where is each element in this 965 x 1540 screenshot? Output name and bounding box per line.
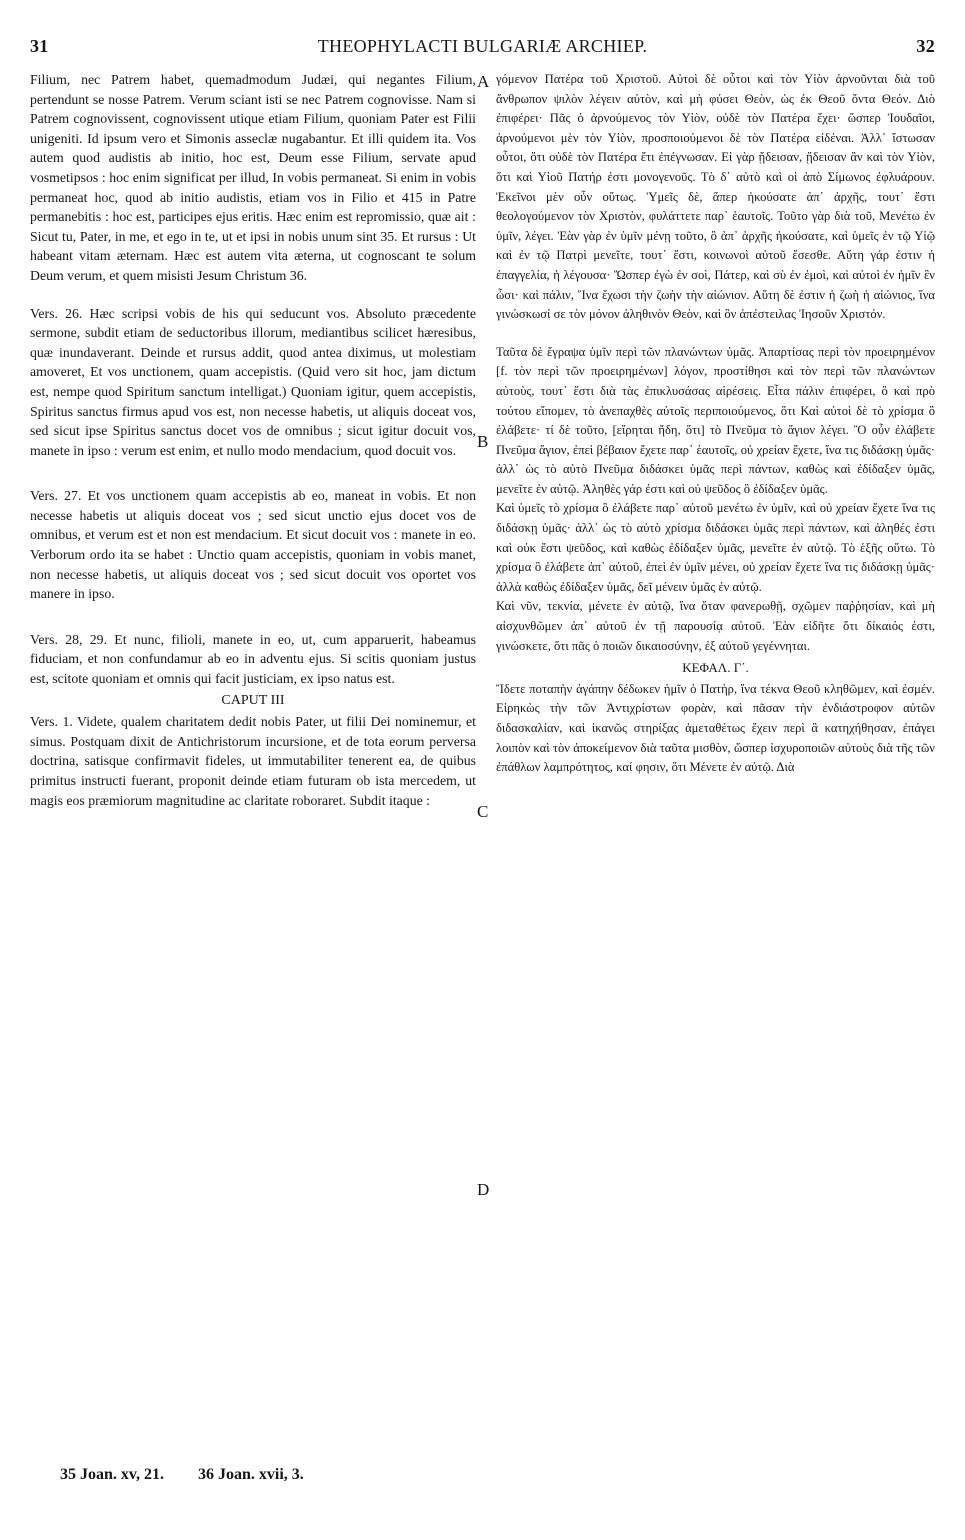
latin-paragraph-2: Vers. 26. Hæc scripsi vobis de his qui seducunt vos. Absoluto præcedente sermone, subdit etiam de seductoribus illorum, mediantibus scilicet hæresibus, quæ inundaverant. Deinde et rursus addit, quod antea diximus, ut molestiam amoveret, Et vos unctionem, quam accepistis. (Quid vero sit hoc, jam dictum est, nempe quod Spiritum sanctum intelligat.) Quoniam igitur, quem accepistis, Spiritus sanctus firmus apud vos est, non necesse habetis, ut aliquis doceat vos, sed sicut ipse Spiritus sanctus docet vos de omnibus ; sicut igitur docuit vos, manete in ipso : verum est enim, et nullo modo mendacium, quod docuit vos. [30, 305, 476, 458]
running-head [30, 36, 935, 58]
greek-paragraph-2: Ταῦτα δὲ ἔγραψα ὑμῖν περὶ τῶν πλανώντων ὑμᾶς. Ἀπαρτίσας περὶ τὸν προειρημένον [f. τὸν περὶ τῶν προειρημένων] λόγον, προστίθησι καὶ τὸν περὶ τῶν πλανώντων αὐτοὺς, τουτ᾽ ἔστι διὰ τὰς ἐπικλυσάσας αἱρέσεις. Εἶτα πάλιν ἐπιφέρει, ὃ καὶ πρὸ τούτου εἴπομεν, τὸ ἀνεπαχθὲς αὐτοῖς περιποιούμενος, ὅτι Καὶ αὐτοὶ δὲ τὸ χρίσμα ὃ ἐλάβετε· τί δὲ τοῦτο, [εἴρηται ἤδη, ὅτι] τὸ Πνεῦμα τὸ ἅγιον λέγει. Ὃ οὖν ἐλάβετε Πνεῦμα ἅγιον, ἐπεὶ βέβαιον ἔχετε παρ᾽ ἑαυτοῖς, οὐ χρείαν ἔχετε, ἵνα τις διδάσκῃ ὑμᾶς· ἀλλ᾽ ὡς τὸ αὐτὸ Πνεῦμα διδάσκει ὑμᾶς περὶ πάντων, καθὼς καὶ ἐδίδαξεν ὑμᾶς, μενεῖτε ἐν αὐτῷ. Ἀληθὲς γάρ ἐστι καὶ οὐ ψεῦδος ὃ ἐδίδαξεν ὑμᾶς. [496, 344, 935, 496]
margin-letter-b: B [477, 432, 489, 451]
greek-paragraph-4: Καὶ νῦν, τεκνία, μένετε ἐν αὐτῷ, ἵνα ὅταν φανερωθῇ, σχῶμεν παῤῥησίαν, καὶ μὴ αἰσχυνθῶμεν ἀπ᾽ αὐτοῦ ἐν τῇ παρουσίᾳ αὐτοῦ. Ἐὰν εἰδῆτε ὅτι δίκαιός ἐστι, γινώσκετε, ὅτι πᾶς ὁ ποιῶν δικαιοσύνην, ἐξ αὐτοῦ γεγέννηται. [496, 599, 935, 653]
latin-paragraph-5: Vers. 1. Videte, qualem charitatem dedit nobis Pater, ut filii Dei nominemur, et simus. Postquam dixit de Antichristorum incursione, et de tota eorum perversa doctrina, satisque confirmavit fideles, ut immutabiliter tenerent ea, de quibus primitus instructi fuerant, proponit deinde etiam futuram ob ista mercedem, ut magis eos præmiorum magnitudine ac claritate roboraret. Subdit itaque : [30, 714, 476, 808]
greek-paragraph-5: Ἴδετε ποταπὴν ἀγάπην δέδωκεν ἡμῖν ὁ Πατὴρ, ἵνα τέκνα Θεοῦ κληθῶμεν, καὶ ἐσμέν. Εἰρηκὼς τὴν τῶν Ἀντιχρίστων φορὰν, καὶ πᾶσαν τὴν ἐνδιάστροφον αὐτῶν διδασκαλίαν, καὶ ἱκανῶς στηρίξας ἀμεταθέτως ἔχειν περὶ ἃ κατηχήθησαν, ἐπάγει λοιπὸν καὶ τὸν ἀποκείμενον διὰ ταῦτα μισθὸν, ὥσπερ ἰσχυροποιῶν αὐτοὺς διὰ τῆς τῶν ἐπάθλων λαμπρότητος, καί φησιν, ὅτι Μένετε ἐν αὐτῷ. Διὰ [496, 681, 935, 775]
margin-letter-c: C [477, 802, 489, 821]
margin-letter-a: A [477, 72, 490, 91]
page-number-left: 31 [30, 36, 49, 56]
latin-paragraph-1: Filium, nec Patrem habet, quemadmodum Judæi, qui negantes Filium, pertendunt se nosse Patrem. Verum sciant isti se nec Patrem cognovisse. Nam si Patrem cognovissent, cognovissent utique etiam Filium, quoniam Pater est Filii unigeniti. Id ipsum vero et Simonis asseclæ nugabantur. Et illi quidem ita. Vos autem quod audistis ab initio, hoc est, Deum esse Filium, servate apud vosmetipsos : hoc enim significat per illud, In vobis permaneat. Si enim in vobis permaneat hoc, quod ab initio audistis, etiam vos in Filio et 415 in Patre permanebitis : hoc est, participes ejus eritis. Hæc enim est repromissio, quæ ait : Sicut tu, Pater, in me, et ego in te, ut et ipsi in nobis unum sint 35. Et rursus : Ut habeant vitam æternam. Hæc est autem vita æterna, ut cognoscant te solum Deum verum, et quem misisti Jesum Christum 36. [30, 72, 476, 283]
greek-paragraph-3: Καὶ ὑμεῖς τὸ χρίσμα ὃ ἐλάβετε παρ᾽ αὐτοῦ μενέτω ἐν ὑμῖν, καὶ οὐ χρείαν ἔχετε ἵνα τις διδάσκῃ ὑμᾶς· ἀλλ᾽ ὡς τὸ αὐτὸ χρίσμα διδάσκει ὑμᾶς περὶ πάντων, καὶ ἀληθές ἐστι καὶ οὐκ ἔστι ψεῦδος, καὶ καθὼς ἐδίδαξεν ὑμᾶς, μενεῖτε ἐν αὐτῷ. Τὸ ἑξῆς οὕτω. Τὸ χρίσμα ὃ ἐλάβετε ἀπ᾽ αὐτοῦ, ἐπεὶ ἐν ὑμῖν μένει, οὐ χρείαν ἔχετε ἵνα τις διδάσκῃ ὑμᾶς· ἀλλὰ καθὼς ἐδίδαξεν ὑμᾶς, δεῖ μένειν ὑμᾶς ἐν αὐτῷ. [496, 501, 935, 594]
footnotes [60, 1466, 334, 1484]
running-title: THEOPHYLACTI BULGARIÆ ARCHIEP. [317, 36, 648, 56]
page-number-right: 32 [916, 36, 935, 56]
footnote-36: 36 Joan. xvii, 3. [198, 1466, 304, 1483]
latin-paragraph-4: Vers. 28, 29. Et nunc, filioli, manete in eo, ut, cum apparuerit, habeamus fiduciam, et non confundamur ab eo in adventu ejus. Si scitis quoniam justus est, scitote quoniam et omnis qui facit justiciam, ex ipso natus est. [30, 631, 476, 687]
latin-paragraph-3: Vers. 27. Et vos unctionem quam accepistis ab eo, maneat in vobis. Et non necesse habetis ut aliquis doceat vos ; sed sicut unctio ejus docet vos de omnibus, et verum est et non est mendacium. Et sicut docuit vos : manete in eo. Verborum ordo ita se habet : Unctio quam accepistis, quoniam in vobis manet, non necesse habetis, ut aliquis doceat vos ; sed sicut docuit vos oportet vos manere in ipso. [30, 488, 476, 602]
greek-chapter-heading: ΚΕΦΑΛ. Γ΄. [682, 660, 749, 676]
margin-letter-d: D [477, 1180, 490, 1199]
latin-column [30, 70, 476, 1450]
greek-paragraph-1: γόμενον Πατέρα τοῦ Χριστοῦ. Αὐτοὶ δὲ οὗτοι καὶ τὸν Υἱὸν ἀρνοῦνται διὰ τοῦ ἄνθρωπον ψιλὸν λέγειν αὐτὸν, καὶ μὴ φύσει Θεὸν, ὡς ἐκ Θεοῦ ὄντα Θεόν. Διὸ ἐπιφέρει· Πᾶς ὁ ἀρνούμενος τὸν Υἱὸν, οὐδὲ τὸν Πατέρα ἔχει· ὥσπερ Ἰουδαῖοι, ἀρνούμενοι μὲν τὸν Υἱὸν, προσποιούμενοι δὲ τὸν Πατέρα εἰδέναι. Ἀλλ᾽ ἴστωσαν οὗτοι, ὅτι οὐδὲ τὸν Πατέρα ἔτι ἐπέγνωσαν. Εἰ γὰρ ᾔδεισαν, ᾔδεισαν ἂν καὶ τὸν Υἱὸν, ὅτι καὶ Υἱοῦ Πατήρ ἐστι μονογενοῦς. Τὸ δ᾽ αὐτὸ καὶ οἱ ἀπὸ Σίμωνος ἐφλυάρουν. Ἐκεῖνοι μὲν οὖν οὕτως. Ὑμεῖς δὲ, ἅπερ ἠκούσατε ἀπ᾽ ἀρχῆς, τουτ᾽ ἔστι θεολογούμενον τὸν Χριστὸν, φυλάττετε παρ᾽ ἑαυτοῖς. Τοῦτο γὰρ διὰ τοῦ, Μενέτω ἐν ὑμῖν, λέγει. Ἐὰν γὰρ ἐν ὑμῖν μένῃ τοῦτο, ὃ ἀπ᾽ ἀρχῆς ἠκούσατε, καὶ ὑμεῖς ἐν τῷ Υἱῷ καὶ ἐν τῷ Πατρὶ μενεῖτε, τουτ᾽ ἔστι, κοινωνοὶ αὐτοῦ ἔσεσθε. Αὕτη γάρ ἐστιν ἡ ἐπαγγελία, ἡ λέγουσα· Ὥσπερ ἐγὼ ἐν σοὶ, Πάτερ, καὶ σὺ ἐν ἐμοὶ, καὶ αὐτοὶ ἐν ἡμῖν ἓν ὦσι· καὶ πάλιν, Ἵνα ἔχωσι τὴν ζωὴν τὴν αἰώνιον. Αὕτη δὲ ἐστιν ἡ ζωὴ ἡ αἰώνιος, ἵνα γινώσκωσί σε τὸν μόνον ἀληθινὸν Θεὸν, καὶ ὃν ἀπέστειλας Ἰησοῦν Χριστόν. [496, 72, 935, 322]
latin-chapter-heading: CAPUT III [221, 692, 285, 708]
footnote-35: 35 Joan. xv, 21. [60, 1466, 165, 1483]
greek-column [496, 70, 935, 1450]
